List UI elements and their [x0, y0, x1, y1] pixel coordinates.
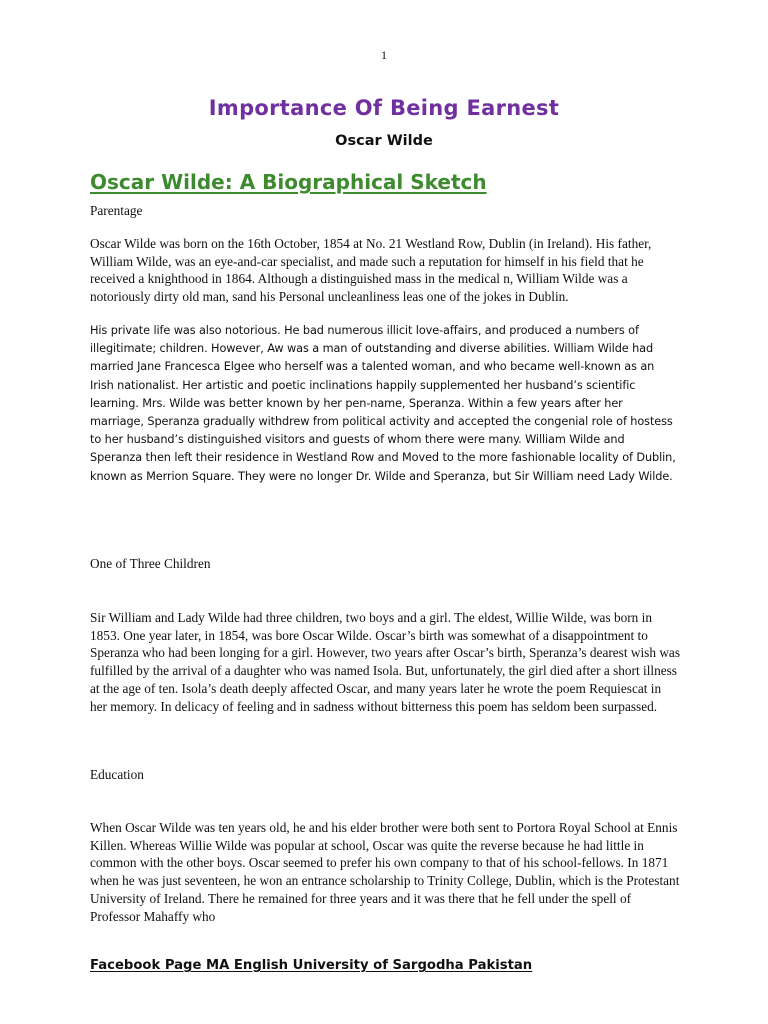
footer-link[interactable]: Facebook Page MA English University of Sargodha Pakistan: [90, 958, 533, 973]
section-heading: Oscar Wilde: A Biographical Sketch: [90, 170, 487, 194]
parentage-paragraph-1: Oscar Wilde was born on the 16th October, 1854 at No. 21 Westland Row, Dublin (in Ireland). His father, William Wilde, was an eye-and-car specialist, and made such a reputation for himself in his field that he received a knighthood in 1864. Although a distinguished mass in the medical n, William Wilde was a notoriously dirty old man, sand his Personal uncleanliness leas one of the jokes in Dublin.: [90, 236, 652, 305]
education-heading: Education: [90, 767, 144, 782]
document-title: Importance Of Being Earnest: [208, 96, 560, 120]
children-heading: One of Three Children: [90, 556, 211, 571]
parentage-paragraph-2: His private life was also notorious. He bad numerous illicit love-affairs, and produced a numbers of illegitimate; children. However, Aw was a man of outstanding and diverse abilities. William Wilde had married Jane Francesca Elgee who herself was a talented woman, and who became well-known as an Irish nationalist. Her artistic and poetic inclinations happily supplemented her husband’s scientific learning. Mrs. Wilde was better known by her pen-name, Speranza. Within a few years after her marriage, Speranza gradually withdrew from political activity and accepted the congenial role of hostess to her husband’s distinguished visitors and guests of whom there were many. William Wilde and Speranza then left their residence in Westland Row and Moved to the more fashionable locality of Dublin, known as Merrion Square. They were no longer Dr. Wilde and Speranza, but Sir William need Lady Wilde.: [90, 324, 676, 483]
children-paragraph: Sir William and Lady Wilde had three children, two boys and a girl. The eldest, Willie Wilde, was born in 1853. One year later, in 1854, was bore Oscar Wilde. Oscar’s birth was somewhat of a disappointment to Speranza who had been longing for a girl. However, two years after Oscar’s birth, Speranza’s dearest wish was fulfilled by the arrival of a daughter who was named Isola. But, unfortunately, the girl died after a short illness at the age of ten. Isola’s death deeply affected Oscar, and many years later he wrote the poem Requiescat in her memory. In delicacy of feeling and in sadness without bitterness this poem has seldom been surpassed.: [90, 610, 680, 714]
page-number: 1: [381, 48, 387, 62]
document-author: Oscar Wilde: [335, 133, 433, 149]
parentage-heading: Parentage: [90, 203, 143, 218]
education-paragraph: When Oscar Wilde was ten years old, he and his elder brother were both sent to Portora Royal School at Ennis Killen. Whereas Willie Wilde was popular at school, Oscar was quite the reverse because he had little in common with the other boys. Oscar seemed to prefer his own company to that of his school-fellows. In 1871 when he was just seventeen, he won an entrance scholarship to Trinity College, Dublin, which is the Protestant University of Ireland. There he remained for three years and it was there that he fell under the spell of Professor Mahaffy who: [90, 820, 680, 924]
